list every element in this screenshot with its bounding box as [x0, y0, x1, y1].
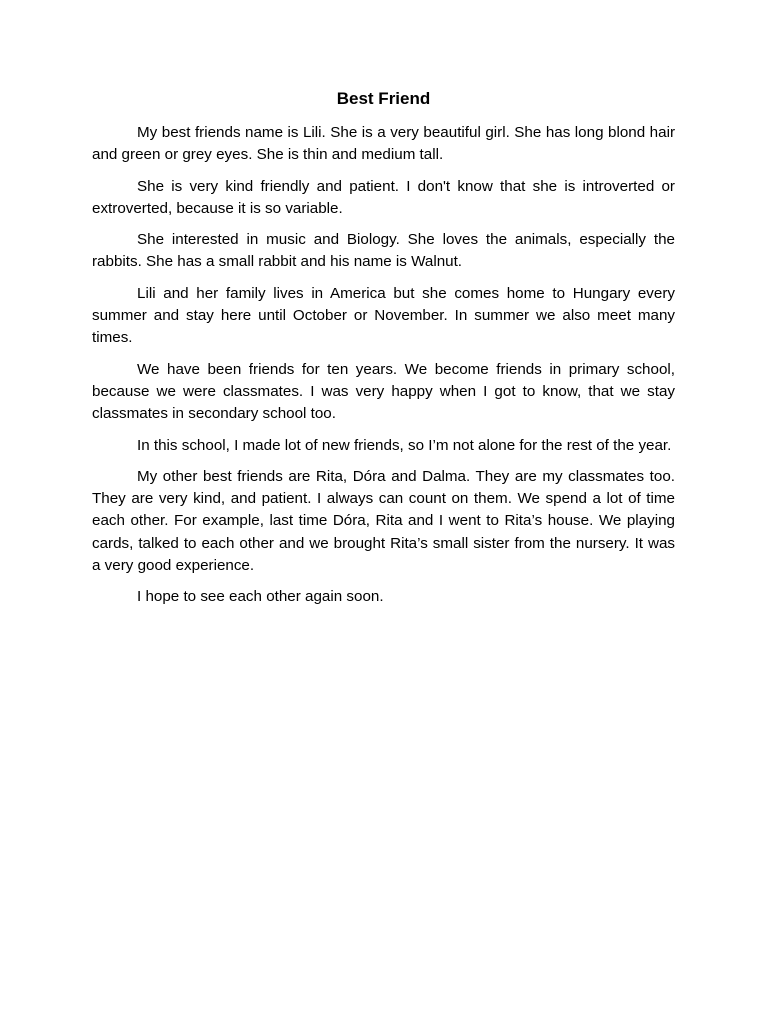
paragraph-5: We have been friends for ten years. We become friends in primary school, because we were classmates. I was very happy when I got to know, that we stay classmates in secondary school too. [92, 360, 675, 423]
paragraph-8: I hope to see each other again soon. [137, 588, 384, 606]
paragraph-6: In this school, I made lot of new friends, so I’m not alone for the rest of the year. [137, 436, 672, 454]
paragraph-7: My other best friends are Rita, Dóra and Dalma. They are my classmates too. They are very kind, and patient. I always can count on them. We spend a lot of time each other. For example, last time Dóra, Rita and I went to Rita’s house. We playing cards, talked to each other and we brought Rita’s small sister from the nursery. It was a very good experience. [92, 467, 675, 575]
paragraph-2: She is very kind friendly and patient. I don't know that she is introverted or extroverted, because it is so variable. [92, 177, 675, 217]
paragraph-3: She interested in music and Biology. She loves the animals, especially the rabbits. She has a small rabbit and his name is Walnut. [92, 231, 675, 271]
paragraph-1: My best friends name is Lili. She is a very beautiful girl. She has long blond hair and green or grey eyes. She is thin and medium tall. [92, 124, 675, 164]
document-title: Best Friend [336, 89, 431, 108]
paragraph-4: Lili and her family lives in America but she comes home to Hungary every summer and stay here until October or November. In summer we also meet many times. [92, 284, 675, 347]
